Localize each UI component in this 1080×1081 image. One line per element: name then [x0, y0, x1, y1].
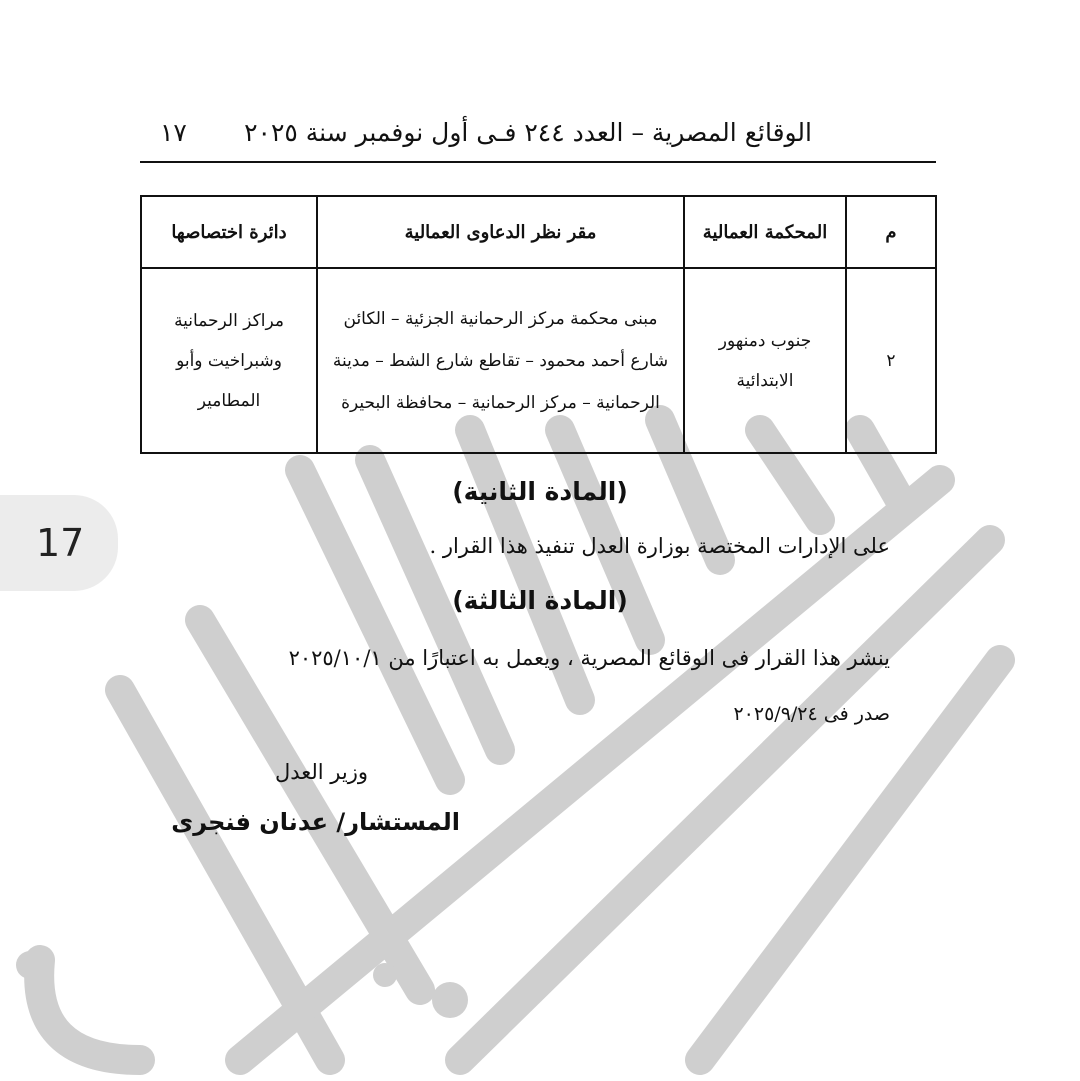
article-two-text: على الإدارات المختصة بوزارة العدل تنفيذ هذا القرار .	[429, 534, 890, 558]
row-number-cell: ٢	[846, 268, 936, 453]
table-row	[141, 268, 936, 453]
column-header-court: المحكمة العمالية	[684, 196, 846, 268]
jurisdiction-cell: مراكز الرحمانية وشبراخيت وأبو المطامير	[141, 268, 317, 453]
table-header-row	[141, 196, 936, 268]
page-tab-label: 17	[36, 521, 85, 565]
issue-date: صدر فى ٢٠٢٥/٩/٢٤	[733, 703, 890, 725]
court-seat-cell: مبنى محكمة مركز الرحمانية الجزئية – الكائن شارع أحمد محمود – تقاطع شارع الشط – مدينة الرحمانية – مركز الرحمانية – محافظة البحيرة	[317, 268, 684, 453]
column-header-seat: مقر نظر الدعاوى العمالية	[317, 196, 684, 268]
column-header-number: م	[846, 196, 936, 268]
article-three-heading: (المادة الثالثة)	[452, 586, 628, 615]
article-three-text: ينشر هذا القرار فى الوقائع المصرية ، ويعمل به اعتبارًا من ٢٠٢٥/١٠/١	[288, 646, 890, 670]
court-name-cell: جنوب دمنهور الابتدائية	[684, 268, 846, 453]
minister-title: وزير العدل	[274, 760, 368, 784]
column-header-scope: دائرة اختصاصها	[141, 196, 317, 268]
gazette-header-title: الوقائع المصرية – العدد ٢٤٤ فـى أول نوفمبر سنة ٢٠٢٥	[244, 118, 812, 147]
header-divider	[140, 161, 936, 163]
minister-name: المستشار/ عدنان فنجرى	[171, 808, 460, 836]
header-page-number: ١٧	[160, 118, 187, 147]
labor-courts-table	[140, 195, 937, 454]
article-two-heading: (المادة الثانية)	[452, 477, 628, 506]
